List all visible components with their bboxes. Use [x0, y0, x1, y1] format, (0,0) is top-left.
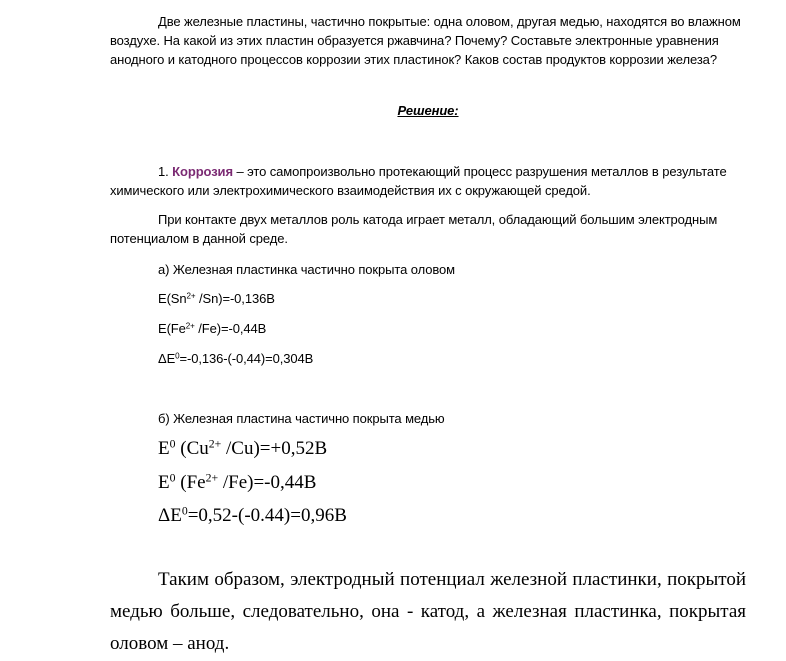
- problem-statement: Две железные пластины, частично покрытые: одна оловом, другая медью, находятся во влажном воздухе. На какой из этих пластин образуется ржавчина? Почему? Составьте электронные уравнения анодного и катодного процессов коррозии этих пластинок? Каков состав продуктов коррозии железа?: [110, 14, 741, 67]
- case-b-equation-fe: $E^0$ ($Fe^{2+}$ /Fe)=-0,44В: [158, 471, 317, 493]
- case-b-equation-delta: $\Delta E^0=0,52-(-0.44)=0,96В$: [158, 504, 347, 526]
- case-a-title: а) Железная пластинка частично покрыта оловом: [158, 262, 455, 277]
- point-number: 1.: [158, 164, 169, 179]
- case-b-title: б) Железная пластина частично покрыта медью: [158, 411, 445, 426]
- case-a-equation-fe: $E(Fe^{2+}$ /Fe)=-0,44В: [158, 321, 267, 336]
- corrosion-definition: [110, 162, 746, 200]
- corrosion-term: Коррозия: [172, 164, 233, 179]
- conclusion-paragraph: Таким образом, электродный потенциал железной пластинки, покрытой медью больше, следовательно, она - катод, а железная пластинка, покрытая оловом – анод.: [110, 569, 746, 654]
- case-b-equation-cu: $E^0$ ($Cu^{2+}$ /Cu)=+0,52В: [158, 437, 328, 459]
- case-a-equation-delta: $\Delta E^0=-0,136-(-0,44)=0,304В$: [158, 351, 314, 366]
- cathode-rule: При контакте двух металлов роль катода играет металл, обладающий большим электродным потенциалом в данной среде.: [110, 212, 718, 246]
- case-a-equation-sn: $E(Sn^{2+}$ /Sn)=-0,136В: [158, 291, 275, 306]
- solution-heading: Решение:: [397, 103, 459, 118]
- corrosion-definition-text: – это самопроизвольно протекающий процесс разрушения металлов в результате химического или электрохимического взаимодействия их с окружающей средой.: [110, 164, 727, 198]
